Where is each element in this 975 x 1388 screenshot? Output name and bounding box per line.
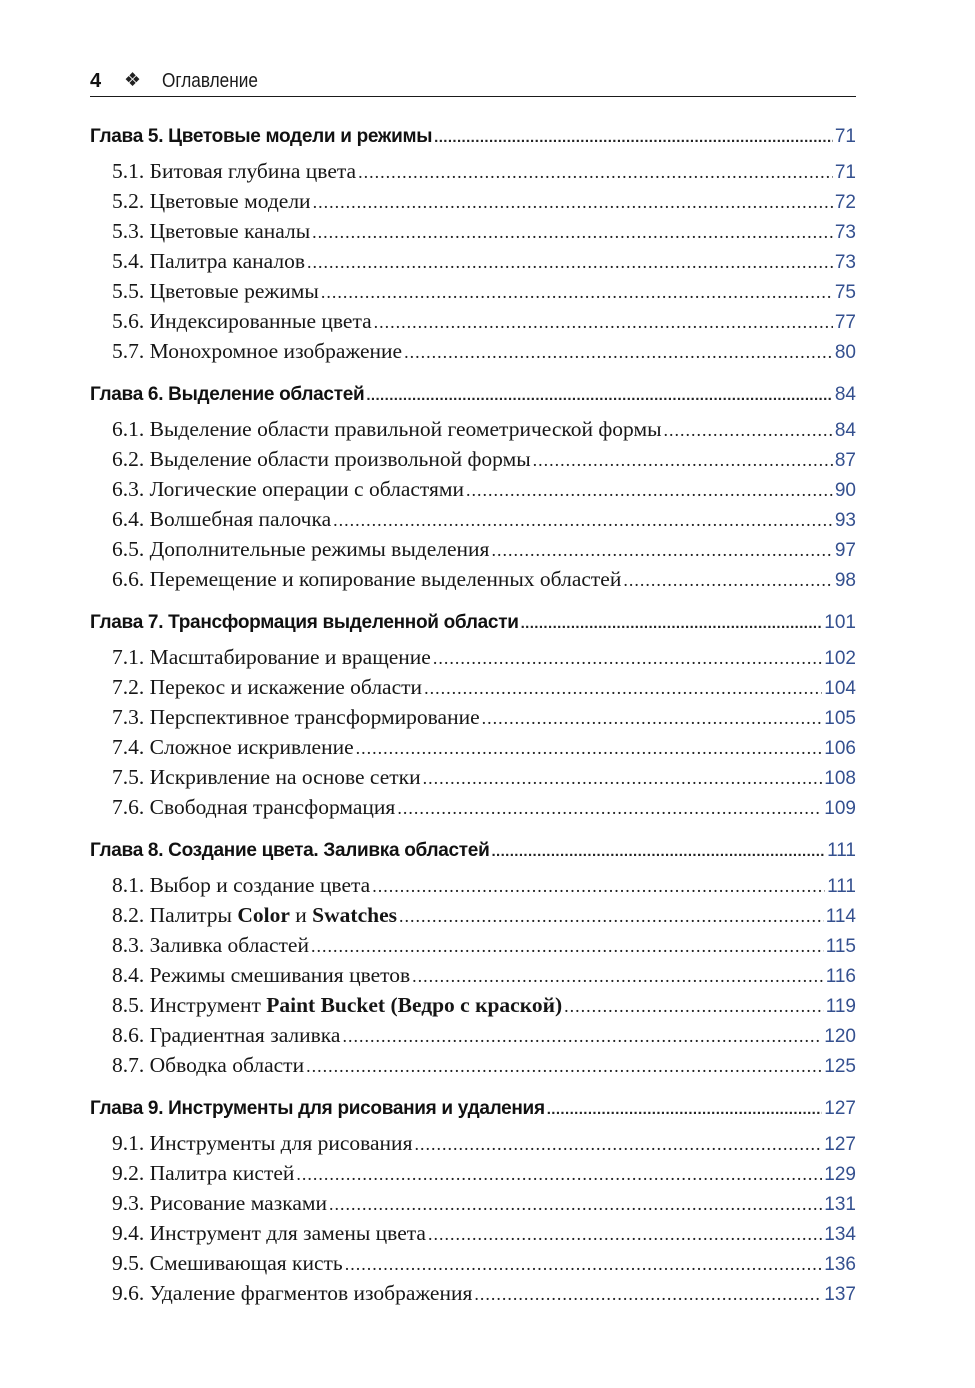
dot-leader <box>329 1189 822 1219</box>
dot-leader <box>342 1021 822 1051</box>
section-title: 6.3. Логические операции с областями <box>112 477 465 501</box>
toc-chapter <box>90 608 856 822</box>
running-header <box>90 66 856 97</box>
dot-leader <box>428 1219 822 1249</box>
dot-leader <box>623 565 833 595</box>
toc-section-entry[interactable] <box>90 762 856 792</box>
dot-leader <box>312 217 833 247</box>
section-page-number: 109 <box>824 798 856 819</box>
section-title: 5.1. Битовая глубина цвета <box>112 159 357 183</box>
toc-section-entry[interactable] <box>90 246 856 276</box>
section-title-part: 8.5. Инструмент <box>112 993 267 1017</box>
dot-leader <box>491 837 825 867</box>
dot-leader <box>311 931 824 961</box>
dot-leader <box>399 901 824 931</box>
section-page-number: 90 <box>834 480 856 501</box>
section-title: 7.1. Масштабирование и вращение <box>112 645 431 669</box>
dot-leader <box>404 337 833 367</box>
chapter-page-number: 101 <box>824 612 856 633</box>
chapter-page-number: 127 <box>824 1098 856 1119</box>
section-title: 9.3. Рисование мазками <box>112 1191 327 1215</box>
dot-leader <box>564 991 824 1021</box>
dot-leader <box>333 505 833 535</box>
dot-leader <box>533 445 833 475</box>
toc-chapter <box>90 1094 856 1308</box>
chapter-title: Глава 6. Выделение областей <box>90 384 365 405</box>
section-title: 7.3. Перспективное трансформирование <box>112 705 480 729</box>
toc-section-entry[interactable] <box>90 672 856 702</box>
section-page-number: 106 <box>824 738 856 759</box>
dot-leader <box>296 1159 822 1189</box>
dot-leader <box>366 381 833 411</box>
section-title: 9.5. Смешивающая кисть <box>112 1251 343 1275</box>
section-title-bold-part: Paint Bucket (Ведро с краской) <box>266 993 563 1017</box>
section-title: 6.2. Выделение области произвольной формы <box>112 447 531 471</box>
toc-section-entry[interactable] <box>90 1218 856 1248</box>
toc-section-entry[interactable] <box>90 306 856 336</box>
section-page-number: 137 <box>824 1284 856 1305</box>
section-page-number: 84 <box>834 420 856 441</box>
dot-leader <box>345 1249 823 1279</box>
toc-section-entry[interactable] <box>90 960 856 990</box>
chapter-page-number: 84 <box>834 384 856 405</box>
section-page-number: 97 <box>834 540 856 561</box>
dot-leader <box>372 871 825 901</box>
page-number: 4 <box>90 70 102 92</box>
section-page-number: 136 <box>824 1254 856 1275</box>
chapter-page-number: 111 <box>827 840 856 861</box>
section-title-part: 8.2. Палитры <box>112 903 238 927</box>
dot-leader <box>412 961 824 991</box>
section-page-number: 131 <box>824 1194 856 1215</box>
section-page-number: 116 <box>825 966 856 987</box>
section-page-number: 120 <box>824 1026 856 1047</box>
section-title-part: и <box>289 903 313 927</box>
section-page-number: 125 <box>824 1056 856 1077</box>
toc-section-entry[interactable] <box>90 534 856 564</box>
section-title: 5.6. Индексированные цвета <box>112 309 372 333</box>
section-title: 7.4. Сложное искривление <box>112 735 354 759</box>
section-page-number: 73 <box>834 222 856 243</box>
dot-leader <box>521 609 823 639</box>
toc-section-entry[interactable] <box>90 1188 856 1218</box>
section-title: 7.5. Искривление на основе сетки <box>112 765 421 789</box>
section-title: 6.1. Выделение области правильной геометрической формы <box>112 417 662 441</box>
section-title: 6.4. Волшебная палочка <box>112 507 332 531</box>
section-title: 8.4. Режимы смешивания цветов <box>112 963 411 987</box>
dot-leader <box>356 733 823 763</box>
section-page-number: 98 <box>834 570 856 591</box>
dot-leader <box>434 123 833 153</box>
section-page-number: 72 <box>834 192 856 213</box>
toc-section-entry[interactable] <box>90 702 856 732</box>
dot-leader <box>482 703 823 733</box>
section-title: 5.2. Цветовые модели <box>112 189 311 213</box>
section-title: 6.6. Перемещение и копирование выделенных областей <box>112 567 622 591</box>
section-page-number: 105 <box>824 708 856 729</box>
toc-section-entry[interactable] <box>90 1020 856 1050</box>
dot-leader <box>358 157 833 187</box>
toc-section-entry[interactable] <box>90 276 856 306</box>
section-page-number: 77 <box>834 312 856 333</box>
section-title: 7.6. Свободная трансформация <box>112 795 396 819</box>
section-title-bold-part: Color <box>237 903 290 927</box>
dot-leader <box>664 415 833 445</box>
section-page-number: 93 <box>834 510 856 531</box>
section-page-number: 108 <box>824 768 856 789</box>
toc-chapter-entry[interactable] <box>90 608 856 638</box>
section-title: 8.1. Выбор и создание цвета <box>112 873 371 897</box>
toc-chapter <box>90 836 856 1080</box>
section-page-number: 80 <box>834 342 856 363</box>
section-title: 5.3. Цветовые каналы <box>112 219 311 243</box>
section-title: 9.2. Палитра кистей <box>112 1161 295 1185</box>
section-title: 9.6. Удаление фрагментов изображения <box>112 1281 473 1305</box>
toc-section-entry[interactable] <box>90 1278 856 1308</box>
section-page-number: 73 <box>834 252 856 273</box>
section-page-number: 111 <box>827 876 856 897</box>
section-page-number: 134 <box>824 1224 856 1245</box>
section-page-number: 119 <box>825 996 856 1017</box>
toc-section-entry[interactable] <box>90 216 856 246</box>
toc-section-entry[interactable] <box>90 414 856 444</box>
header-title: Оглавление <box>162 70 258 92</box>
toc-section-entry[interactable] <box>90 990 856 1020</box>
section-title: 8.3. Заливка областей <box>112 933 309 957</box>
toc-section-entry[interactable] <box>90 156 856 186</box>
toc-section-entry[interactable] <box>90 1128 856 1158</box>
dot-leader <box>306 1051 822 1081</box>
toc-section-entry[interactable] <box>90 900 856 930</box>
section-page-number: 102 <box>824 648 856 669</box>
section-page-number: 114 <box>825 906 856 927</box>
toc-section-entry[interactable] <box>90 642 856 672</box>
toc-chapter-entry[interactable] <box>90 122 856 152</box>
section-title <box>90 900 397 930</box>
section-page-number: 129 <box>824 1164 856 1185</box>
toc-section-entry[interactable] <box>90 792 856 822</box>
dot-leader <box>491 535 832 565</box>
dot-leader <box>313 187 833 217</box>
section-title: 5.7. Монохромное изображение <box>112 339 403 363</box>
section-title: 8.7. Обводка области <box>112 1053 305 1077</box>
chapter-title: Глава 5. Цветовые модели и режимы <box>90 126 433 147</box>
ornament-icon: ❖ <box>124 69 142 91</box>
toc-chapter <box>90 122 856 366</box>
section-title: 9.1. Инструменты для рисования <box>112 1131 413 1155</box>
toc-section-entry[interactable] <box>90 1248 856 1278</box>
toc-section-entry[interactable] <box>90 444 856 474</box>
toc-chapter-entry[interactable] <box>90 836 856 866</box>
dot-leader <box>414 1129 822 1159</box>
toc-section-entry[interactable] <box>90 870 856 900</box>
section-page-number: 115 <box>825 936 856 957</box>
toc-section-entry[interactable] <box>90 1158 856 1188</box>
section-title <box>90 990 562 1020</box>
toc-chapter-entry[interactable] <box>90 1094 856 1124</box>
toc-section-entry[interactable] <box>90 564 856 594</box>
toc-section-entry[interactable] <box>90 504 856 534</box>
section-page-number: 87 <box>834 450 856 471</box>
chapter-title: Глава 8. Создание цвета. Заливка областей <box>90 840 490 861</box>
chapter-page-number: 71 <box>834 126 856 147</box>
section-title-bold-part: Swatches <box>312 903 397 927</box>
section-title: 6.5. Дополнительные режимы выделения <box>112 537 490 561</box>
dot-leader <box>433 643 822 673</box>
dot-leader <box>466 475 833 505</box>
section-page-number: 75 <box>834 282 856 303</box>
section-title: 8.6. Градиентная заливка <box>112 1023 341 1047</box>
chapter-title: Глава 9. Инструменты для рисования и удаления <box>90 1098 545 1119</box>
toc-section-entry[interactable] <box>90 336 856 366</box>
dot-leader <box>424 673 822 703</box>
section-page-number: 127 <box>824 1134 856 1155</box>
dot-leader <box>321 277 833 307</box>
section-title: 7.2. Перекос и искажение области <box>112 675 423 699</box>
dot-leader <box>474 1279 822 1309</box>
chapter-title: Глава 7. Трансформация выделенной области <box>90 612 519 633</box>
toc-chapter <box>90 380 856 594</box>
dot-leader <box>423 763 823 793</box>
section-title: 5.4. Палитра каналов <box>112 249 305 273</box>
toc-section-entry[interactable] <box>90 474 856 504</box>
dot-leader <box>397 793 822 823</box>
section-title: 5.5. Цветовые режимы <box>112 279 319 303</box>
section-page-number: 71 <box>834 162 856 183</box>
toc-section-entry[interactable] <box>90 186 856 216</box>
dot-leader <box>307 247 833 277</box>
toc-section-entry[interactable] <box>90 930 856 960</box>
dot-leader <box>374 307 833 337</box>
table-of-contents <box>90 122 856 1322</box>
dot-leader <box>547 1095 823 1125</box>
toc-section-entry[interactable] <box>90 732 856 762</box>
toc-section-entry[interactable] <box>90 1050 856 1080</box>
section-page-number: 104 <box>824 678 856 699</box>
toc-chapter-entry[interactable] <box>90 380 856 410</box>
section-title: 9.4. Инструмент для замены цвета <box>112 1221 426 1245</box>
